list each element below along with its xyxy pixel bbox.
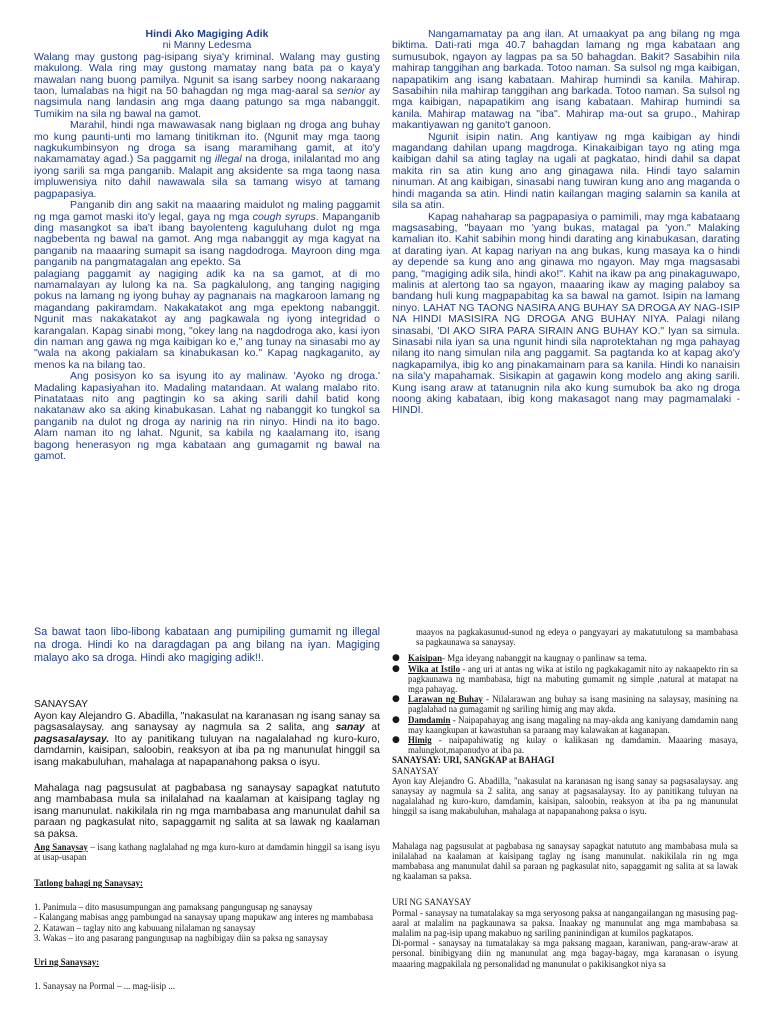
essay-paragraph: Nangamamatay pa ang ilan. At umaakyat pa ang bilang ng mga biktima. Dati-rati mga 40.7 bahagdan lamang ng mga kabataan ang sumusubok, ngayon ay lagpas pa sa 50 bahagdan. Bakit? Sasabihin nila mahirap tanggihan ang barkada. Totoo naman. Sa sulsol ng mga kaibigan, napapatikim ang isang kabataan. Mahirap humindi sa kanila. Mahirap. Sasabihin nila mahirap tanggihan ang barkada. Totoo naman. Sa sulsol ng mga kaibigan, napapatikim ang isang kabataan. Mahirap humindi sa kanila. Mahirap matawag na "iba". Mahirap ma-out sa grupo., Mahirap makantiyawan ng ganito't ganoon. [392, 28, 740, 132]
sanaysay-definition: Ayon kay Alejandro G. Abadilla, "nakasulat na karanasan ng isang sanay sa pagsasalaysay. ang sanaysay ay nagmula sa 2 salita, ang sanay at pagsasalaysay. Ito ay panitikang tuluyan na nagalalahad ng kuro-kuro, damdamin, kaisipan, saloobin, reaksyon at iba pa ng manunulat hinggil sa isang makabuluhan, mahalaga at napapanahong paksa o isyu. [34, 710, 380, 768]
pormal-paragraph: Pormal - sanaysay na tumatalakay sa mga seryosong paksa at nangangailangan ng masusing pag-aaral at malalim na pagkaunawa sa paksa. Inaakay ng manunulat ang mga mambabasa sa malalim na pag-isip upang makabuo ng sariling paninindigan at kumilos pagkatapos. [392, 907, 738, 939]
essay-right-column [392, 29, 740, 417]
bullet-item: ● Larawan ng Buhay - Nilalarawan ang buhay sa isang masining na salaysay, masining na paglalahad na gumagamit ng sariling himig ang may akda. [392, 694, 738, 715]
closing-paragraph: Sa bawat taon libo-libong kabataan ang pumipiling gumamit ng illegal na droga. Hindi ko na daragdagan pa ang bilang na iyan. Magiging malayo ako sa droga. Hindi ako magiging adik!!. [34, 626, 380, 664]
essay-paragraph: Ngunit isipin natin. Ang kantiyaw ng mga kaibigan ay hindi magandang dahilan upang magdroga. Kinakaibigan tayo ng ating mga kaibigan dahil sa ating taglay na ugali at pagkatao, hindi dahil sa dapat makita rin sa atin kung ano ang ginagawa nila. Hindi tayo salamin ninuman. At ang kaibigan, sinasabi nang tuwiran kung ano ang maganda o hindi maganda sa atin. Hindi natin kailangan maging salamin sa kanila at sila sa atin. [392, 130, 740, 212]
lower-left-column [34, 626, 380, 991]
bullet-icon: ● [392, 735, 400, 746]
bullet-item: ● Wika at Istilo - ang uri at antas ng wika at istilo ng pagkakagamit nito ay nakaapekto rin sa pagkaunawa ng mambabasa, higt na mabuting gumamit ng simple ,natural at matapat na mga pahayag. [392, 663, 738, 695]
uri-heading: URI NG SANAYSAY [392, 897, 472, 908]
essay-left-column [34, 29, 380, 462]
ang-sanaysay-definition: Ang Sanaysay – isang kathang naglalahad ng mga kuro-kuro at damdamin hinggil sa isang isyu at usap-usapan [34, 841, 380, 862]
mahalaga-paragraph: Mahalaga nag pagsusulat at pagbabasa ng sanaysay sapagkat natututo ang mambabasa mula sa inilalahad na kaalaman at kaisipang taglay ng isang manunulat. nakikilala rin ng mga mambabasa ang manunulat dahil sa paraan ng pagkasulat nito, sapaggamit ng salita at sa lawak ng kaalaman sa paksa. [392, 840, 738, 882]
ang-sanaysay-block [34, 842, 380, 992]
cut-off-line: 1. Sanaysay na Pormal – ... mag-iisip ... [34, 981, 175, 992]
bullet-item: ● Damdamin - Naipapahayag ang isang magaling na may-akda ang kaniyang damdamin nang may kaangkupan at kawastuhan sa paraang may kalawakan at kaganapan. [392, 714, 738, 735]
sanaysay-heading: SANAYSAY [34, 699, 88, 710]
essay-paragraph: Kapag nahaharap sa pagpapasiya o pamimili, may mga kabataang magsasabing, "bayaan mo 'yang bukas, matagal pa 'yon." Malaking kamalian ito. Kahit sabihin mong hindi darating ang kinabukasan, darating at darating iyan. At kapag nariyan na ang bukas, kung masaya ka o hindi ay depende sa kung ano ang ginawa mo ngayon. May mga magsasabi pang, "magiging adik sila, hindi ako!". Kahit na ikaw pa ang pinakaguwapo, malinis at alertong tao sa ngayon, maaaring ikaw ay maging palaboy sa bandang huli kung magpapabitag ka sa bawal na gamot. Isipin na lamang ninyo. LAHAT NG TAONG NASIRA ANG BUHAY SA DROGA AY NAG-ISIP NA HINDI MASISIRA NG DROGA ANG BUHAY NIYA. Palagi nilang sinasabi, 'DI AKO SIRA PARA SIRAIN ANG BUHAY KO." Iyan sa simula. Sinasabi nila iyan sa una ngunit hindi sila naprotektahan ng mga pahayag nilang ito nang simulan nila ang paggamit. Sa pagtanda ko at kapag ako'y nagkapamilya, ibig ko ang pinakamainam para sa kanila. Hindi ko nanaisin na sila'y mapahamak. Sisikapin at gagawin kong modelo ang aking sarili. Kung isang araw at tatanugnin nila ako kung sumubok ba ako ng droga noong aking kabataan, ibig kong makasagot nang may pagmamalaki - HINDI. [392, 210, 740, 417]
sanaysay-heading: SANAYSAY [392, 765, 439, 776]
essay-paragraph: palagiang paggamit ay nagiging adik ka na sa gamot, at di mo namamalayan ay lulong ka na. Sa pagkalulong, ang tanging nagiging pokus na lamang ng iyong buhay ay pagnanais na magkaroon lamang ng magandang pakiramdam. Nakakatakot ang mga epektong nabanggit. Ngunit mas nakakatakot ay ang pagkawala ng iyong integridad o karangalan. Kapag sinabi mong, "okey lang na nagdodroga ako, kasi iyon din naman ang gawa ng mga kaibigan ko e," ang tunay na sinasabi mo ay "wala na akong pakialam sa kinabukasan ko." Kapag nagkaganito, ay menos ka na bilang tao. [34, 267, 380, 371]
essay-author: ni Manny Ledesma [162, 39, 252, 52]
top-continuation: maayos na pagkakasunud-sunod ng edeya o pangyayari ay makatutulong sa mambabasa sa pagkaunawa sa sanaysay. [416, 627, 738, 648]
mahalaga-paragraph: Mahalaga nag pagsusulat at pagbabasa ng sanaysay sapagkat natututo ang mambabasa mula sa inilalahad na kaalaman at kaisipang taglay ng isang manunulat. nakikilala rin ng mga mambabasa ang manunulat dahil sa paraan ng pagkasulat nito, sapaggamit ng salita at sa lawak ng kaalaman sa paksa. [34, 782, 380, 840]
bahagi-item: - Kalangang mabisas angg pambungad na sanaysay upang mapukaw ang interes ng mambabasa [34, 912, 374, 923]
bullet-icon: ● [392, 714, 400, 725]
bahagi-item: 3. Wakas – ito ang pasarang pangungusap na nagbibigay diin sa paksa ng sanaysay [34, 932, 328, 943]
essay-paragraph: Ang posisyon ko sa isyung ito ay malinaw. 'Ayoko ng droga.' Madaling kapasiyahan ito. Madaling matandaan. At walang malabo rito. Pinatataas nito ang pagtingin ko sa aking sarili dahil batid kong nakatanaw ako sa aking kinabukasan. Lahat ng nabanggit ko tungkol sa panganib na dulot ng droga ay narinig na rin ninyo. Hindi na ito bago. Alam naman ito ng lahat. Ngunit, sa kabila ng kaalamang ito, isang bagong henerasyon ng mga kabataan ang gumagamit ng bawal na gamot. [34, 370, 380, 463]
bahagi-item: 1. Panimula – dito masusumpungan ang pamaksang pangungusap ng sanaysay [34, 902, 313, 913]
uri-sangkap-heading: SANAYSAY: URI, SANGKAP at BAHAGI [392, 755, 555, 766]
sanaysay-definition-block [34, 699, 380, 841]
bullet-icon: ● [392, 663, 400, 674]
essay-title: Hindi Ako Magiging Adik [145, 28, 269, 40]
essay-paragraph: Marahil, hindi nga mawawasak nang biglaan ng droga ang buhay mo kung paunti-unti mo lamang tinitikman ito. (Ngunit may mga taong nagkukumbinsyon ng droga sa isang maramihang gamit, at ito'y nakamamatay agad.) Sa paggamit ng illegal na droga, inilalantad mo ang iyong sarili sa mga panganib. Malapit ang aksidente sa mga taong nasa impluwensiya nito dahil nawawala sila sa tamang wisyo at tamang pagpapasiya. [34, 119, 380, 200]
dipormal-paragraph: Di-pormal - sanaysay na tumatalakay sa mga paksang magaan, karaniwan, pang-araw-araw at personal. binibigyang diin ng manunulat ang mga bagay-bagay, mga karanasan o isyung maaaring magpakilala ng personalidad ng manunulat o pakikisangkot niya sa [392, 938, 738, 969]
bullet-icon: ● [392, 694, 400, 705]
essay-paragraph: Panganib din ang sakit na maaaring maidulot ng maling paggamit ng mga gamot maski ito'y legal, gaya ng mga cough syrups. Mapanganib ding masangkot sa iba't ibang bayolenteng kaguluhang dulot ng mga nagbebenta ng bawal na gamot. Ang mga nabanggit ay mga kagyat na panganib na maaaring sumapit sa isang nagdodroga. Mayroon ding mga panganib na pangmatagalan ang epekto. Sa [34, 199, 380, 269]
bahagi-item: 2. Katawan – taglay nito ang kabuuang nilalaman ng sanaysay [34, 922, 256, 933]
uri-heading: Uri ng Sanaysay: [34, 956, 100, 967]
sanaysay-definition: Ayon kay Alejandro G. Abadilla, "nakasulat na karanasan ng isang sanay sa pagsasalaysay. ang sanaysay ay nagmula sa 2 salita, ang sanay at pagsasalaysay. Ito ay panitikang tuluyan na nagalalahad ng kuro-kuro, damdamin, kaisipan, saloobin, reaksyon at iba pa ng manunulat hinggil sa isang makabuluhan, mahalaga at napapanahong paksa o isyu. [392, 775, 738, 817]
essay-paragraph: Walang may gustong pag-isipang siya'y kriminal. Walang may gusting makulong. Wala ring may gustong mamatay nang bata pa o kaya'y mawalan nang buong pamilya. Ngunit sa isang sarbey noong nakaraang taon, lumalabas na higit na 50 bahagdan ng mga mag-aaral sa senior ay nagsimula nang landasin ang mga daang patungo sa mga nabanggit. Tumikim na sila ng bawal na gamot. [34, 50, 380, 120]
bullet-item: ● Himig - naipapahiwatig ng kulay o kalikasan ng damdamin. Maaaring masaya, malungkot,mapanudyo at iba pa. [392, 735, 738, 756]
bullet-item: ● Kaisipan- Mga ideyang nabanggit na kaugnay o panlinaw sa tema. [392, 653, 647, 664]
bahagi-heading: Tatlong bahagi ng Sanaysay: [34, 877, 143, 888]
bullet-icon: ● [392, 653, 400, 664]
lower-right-column [392, 627, 738, 969]
